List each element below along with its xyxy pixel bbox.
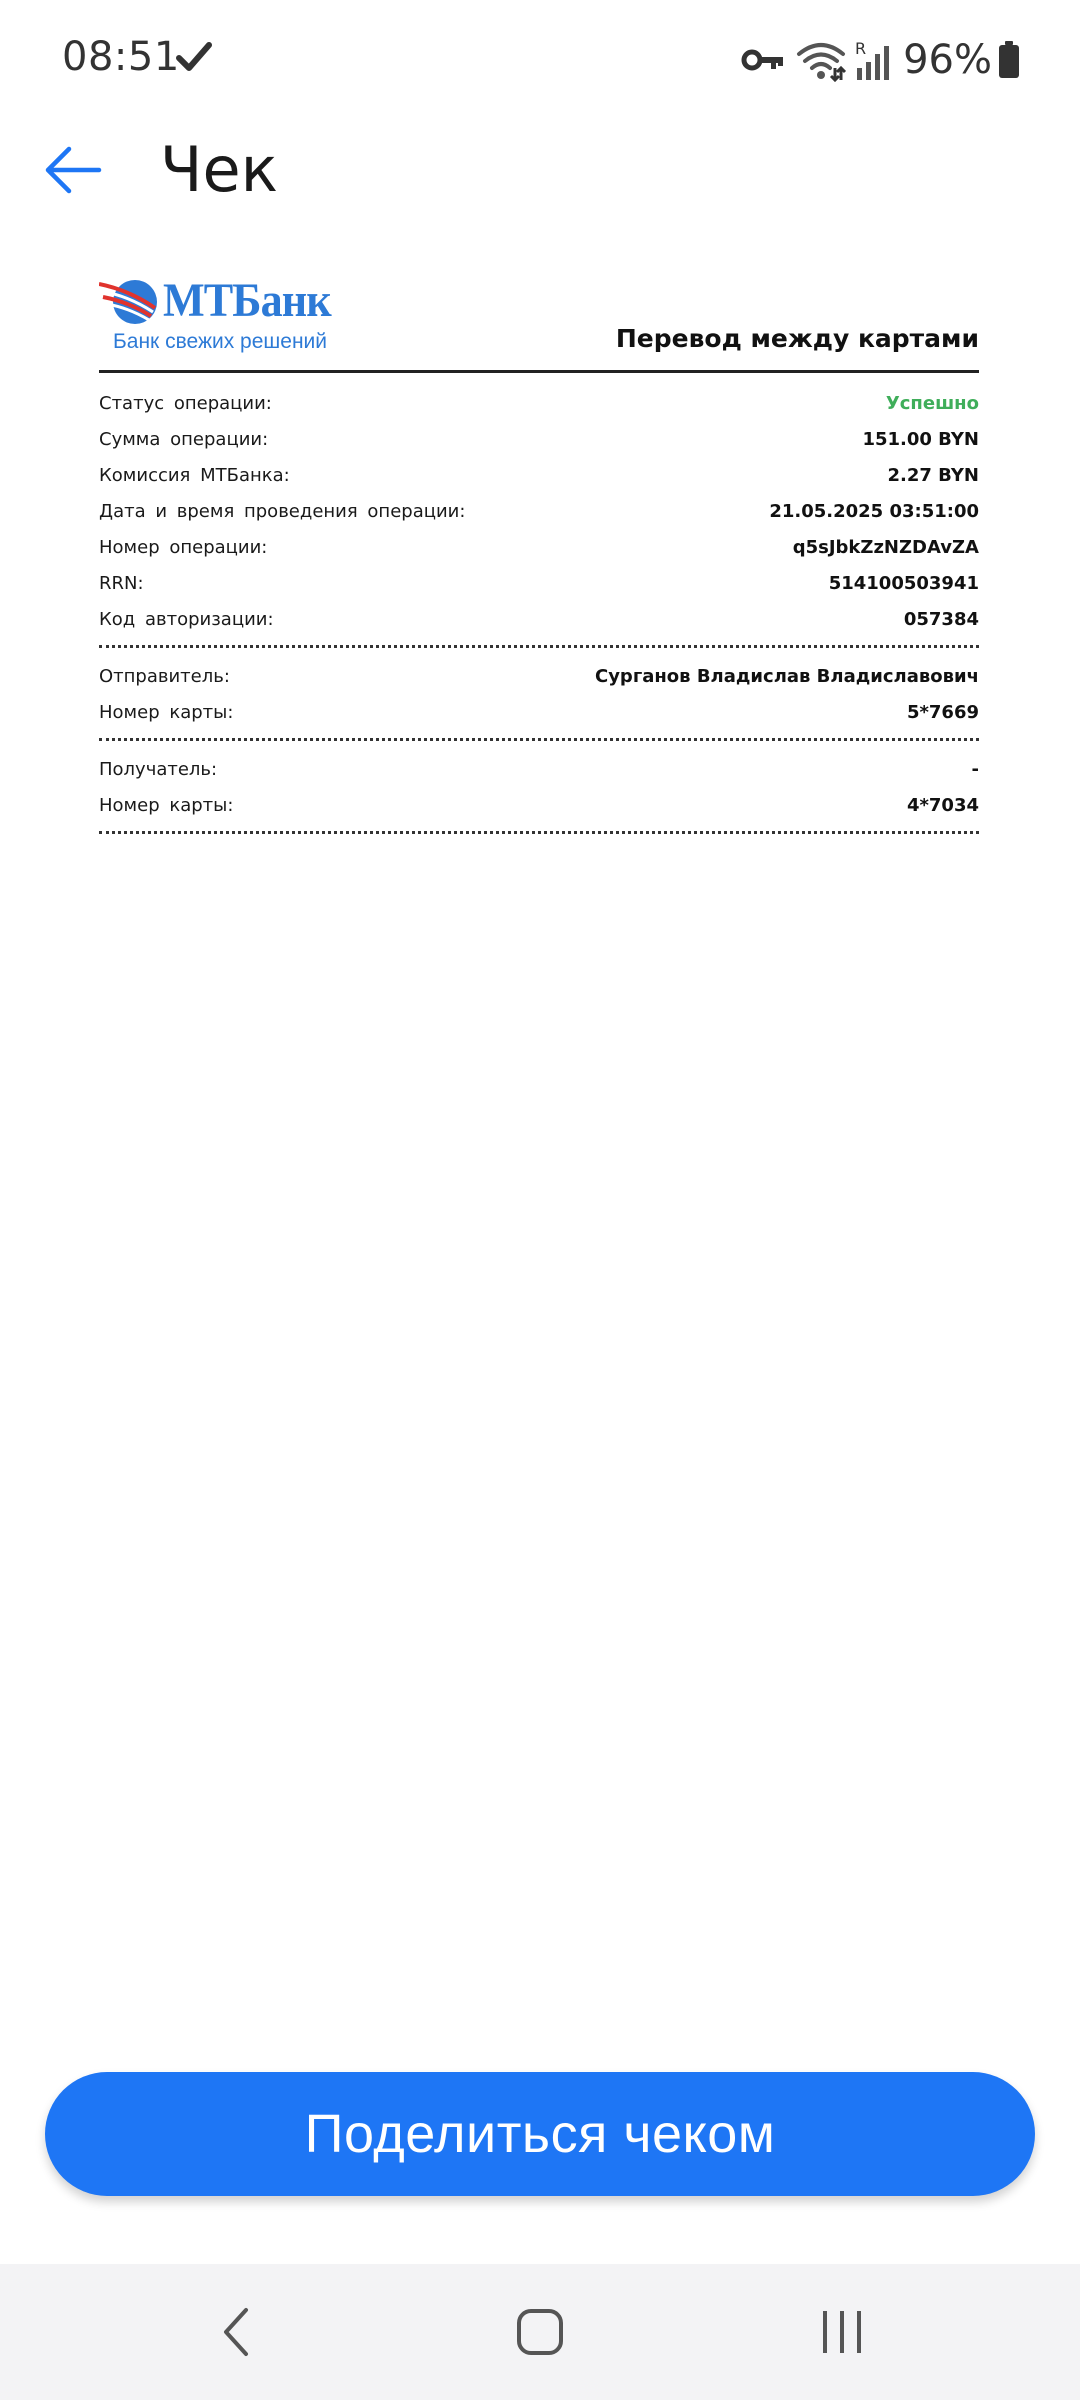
nav-recents-button[interactable] bbox=[802, 2292, 882, 2372]
vpn-key-icon bbox=[741, 45, 785, 75]
system-nav-bar bbox=[0, 2264, 1080, 2400]
operation-number-row bbox=[99, 529, 979, 565]
nav-home-icon bbox=[515, 2307, 565, 2357]
row-label: Номер карты: bbox=[99, 701, 234, 723]
recipient-value: - bbox=[971, 758, 979, 780]
row-label: RRN: bbox=[99, 572, 144, 594]
rrn-row bbox=[99, 565, 979, 601]
nav-back-icon bbox=[216, 2304, 256, 2360]
recipient-card-row bbox=[99, 787, 979, 823]
row-label: Номер карты: bbox=[99, 794, 234, 816]
arrow-back-icon bbox=[43, 145, 103, 195]
share-receipt-button[interactable] bbox=[45, 2072, 1035, 2196]
bank-logo-wordmark: МТБанк bbox=[163, 274, 331, 327]
sender-section bbox=[99, 648, 979, 741]
back-button[interactable] bbox=[36, 135, 110, 205]
battery-percent: 96% bbox=[903, 37, 992, 83]
signal-icon bbox=[853, 38, 893, 82]
sender-row bbox=[99, 658, 979, 694]
recipient-section bbox=[99, 741, 979, 834]
status-icons bbox=[741, 30, 1020, 90]
status-time: 08:51 bbox=[62, 34, 180, 80]
bank-logo bbox=[99, 274, 329, 356]
battery-icon bbox=[998, 41, 1020, 79]
datetime-value: 21.05.2025 03:51:00 bbox=[769, 500, 979, 522]
status-row bbox=[99, 385, 979, 421]
row-label: Код авторизации: bbox=[99, 608, 274, 630]
share-receipt-label: Поделиться чеком bbox=[304, 2104, 776, 2164]
datetime-row bbox=[99, 493, 979, 529]
row-label: Статус операции: bbox=[99, 392, 272, 414]
page-title: Чек bbox=[160, 133, 279, 206]
app-bar bbox=[0, 120, 1080, 220]
status-bar bbox=[0, 0, 1080, 120]
sender-card-value: 5*7669 bbox=[906, 701, 979, 723]
row-label: Отправитель: bbox=[99, 665, 230, 687]
receipt-header bbox=[99, 270, 979, 373]
nav-back-button[interactable] bbox=[196, 2292, 276, 2372]
rrn-value: 514100503941 bbox=[828, 572, 979, 594]
row-label: Комиссия МТБанка: bbox=[99, 464, 290, 486]
auth-code-value: 057384 bbox=[903, 608, 979, 630]
sender-value: Сурганов Владислав Владиславович bbox=[594, 665, 979, 687]
operation-section bbox=[99, 373, 979, 648]
commission-value: 2.27 BYN bbox=[887, 464, 979, 486]
recipient-card-value: 4*7034 bbox=[906, 794, 979, 816]
receipt bbox=[99, 270, 979, 834]
row-label: Дата и время проведения операции: bbox=[99, 500, 466, 522]
row-label: Получатель: bbox=[99, 758, 218, 780]
nav-home-button[interactable] bbox=[500, 2292, 580, 2372]
row-label: Сумма операции: bbox=[99, 428, 269, 450]
status-value: Успешно bbox=[885, 392, 979, 414]
wifi-icon bbox=[795, 38, 847, 82]
row-label: Номер операции: bbox=[99, 536, 268, 558]
amount-row bbox=[99, 421, 979, 457]
bank-logo-swoosh-icon bbox=[99, 278, 161, 326]
sender-card-row bbox=[99, 694, 979, 730]
receipt-title: Перевод между картами bbox=[615, 324, 979, 353]
check-icon bbox=[176, 40, 212, 74]
nav-recents-icon bbox=[817, 2307, 867, 2357]
svg-text:R: R bbox=[855, 39, 867, 58]
commission-row bbox=[99, 457, 979, 493]
bank-logo-tagline: Банк свежих решений bbox=[113, 330, 327, 353]
amount-value: 151.00 BYN bbox=[862, 428, 979, 450]
operation-number-value: q5sJbkZzNZDAvZA bbox=[792, 536, 979, 558]
auth-code-row bbox=[99, 601, 979, 637]
recipient-row bbox=[99, 751, 979, 787]
